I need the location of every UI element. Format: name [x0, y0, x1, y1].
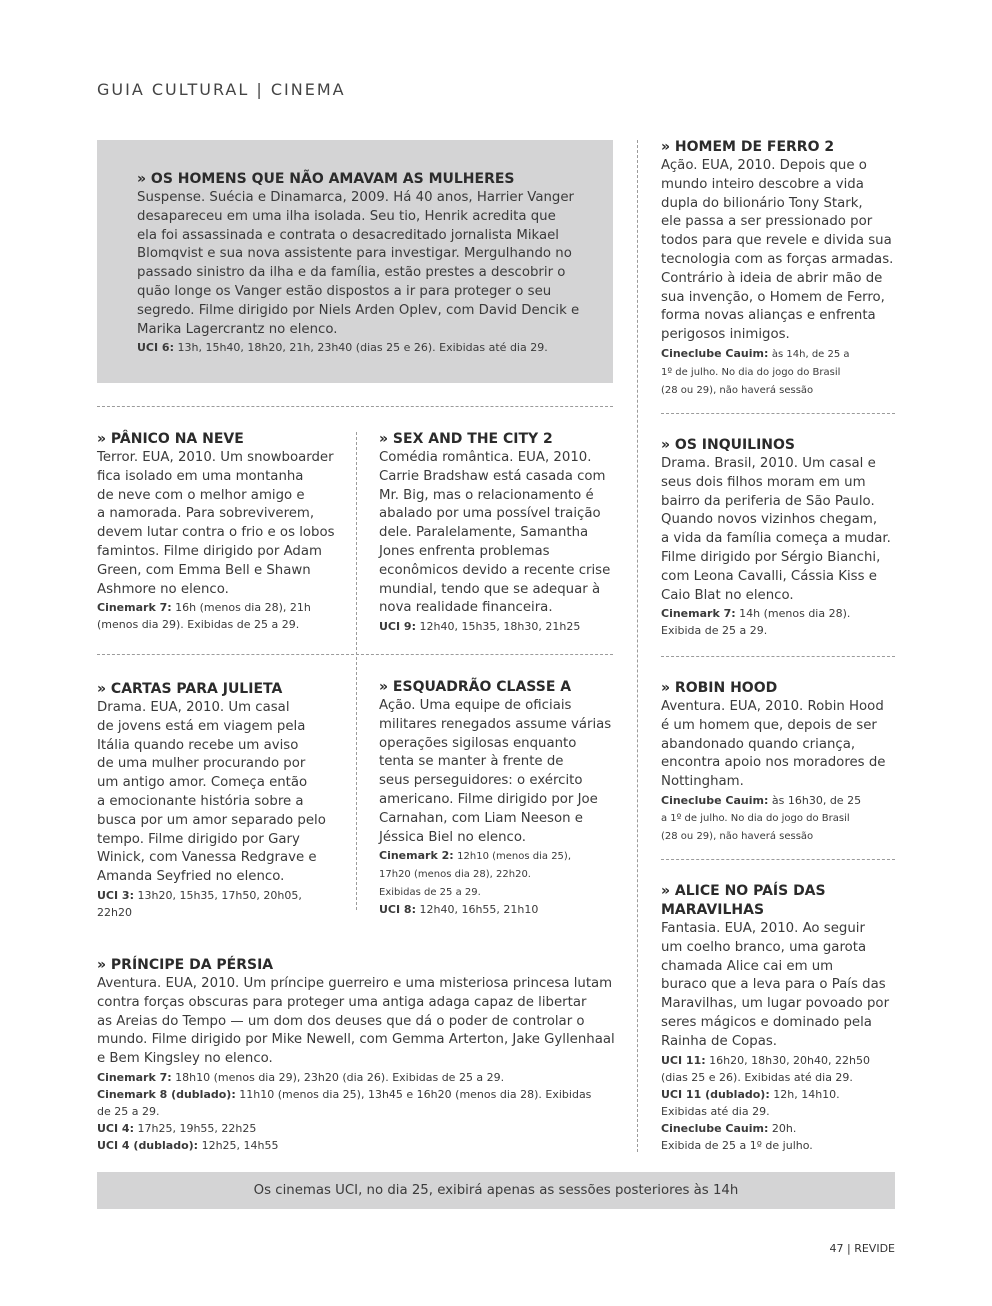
session-detail: 12h40, 15h35, 18h30, 21h25	[419, 620, 581, 634]
text-line: Drama. EUA, 2010. Um casal	[97, 700, 290, 715]
session-times	[97, 599, 347, 633]
text-line: Aventura. EUA, 2010. Um príncipe guerreiro e uma misteriosa princesa lutam	[97, 976, 613, 991]
session-detail: 13h20, 15h35, 17h50, 20h05,	[137, 888, 302, 902]
session-line	[97, 1103, 627, 1120]
text-line: abandonado quando criança,	[661, 736, 856, 752]
text-line: tenta se manter à frente de	[379, 754, 564, 770]
session-line	[97, 599, 347, 616]
text-line: Carrie Bradshaw está casada com	[379, 468, 606, 484]
text-line: Aventura. EUA, 2010. Robin Hood	[661, 699, 884, 714]
section-topic: CINEMA	[270, 80, 346, 99]
divider	[97, 654, 613, 655]
session-line	[97, 1069, 627, 1086]
movie-description	[661, 157, 895, 345]
session-line	[661, 363, 895, 381]
session-times	[661, 1052, 895, 1154]
session-line	[661, 809, 895, 827]
session-detail: 12h25, 14h55	[201, 1138, 279, 1152]
movie-entry	[661, 882, 895, 1154]
movie-description	[97, 449, 347, 599]
movie-description	[661, 698, 895, 792]
session-detail: 17h20 (menos dia 28), 22h20.	[379, 869, 531, 881]
movie-title: » PÂNICO NA NEVE	[97, 431, 244, 447]
section-label: GUIA CULTURAL	[97, 80, 250, 99]
text-line: militares renegados assume várias	[379, 716, 612, 732]
text-line: abalado por uma possível traição	[379, 506, 601, 522]
text-line: busca por um amor separado pelo	[97, 812, 326, 828]
text-line: é um homem que, depois de ser	[661, 717, 877, 733]
text-line: dele. Paralelamente, Samantha	[379, 525, 589, 541]
cinema-name: UCI 4:	[97, 1121, 134, 1135]
text-line: Green, com Emma Bell e Shawn	[97, 562, 311, 578]
session-times	[137, 339, 597, 356]
movie-title: » HOMEM DE FERRO 2	[661, 139, 835, 155]
movie-title: » PRÍNCIPE DA PÉRSIA	[97, 957, 274, 973]
cinema-name: Cinemark 7:	[97, 1070, 172, 1084]
text-line: Winick, com Vanessa Redgrave e	[97, 850, 317, 866]
text-line: a emocionante história sobre a	[97, 793, 304, 809]
session-line	[97, 616, 347, 633]
text-line: Suspense. Suécia e Dinamarca, 2009. Há 40 anos, Harrier Vanger	[137, 190, 574, 205]
session-line	[661, 1052, 895, 1069]
session-detail: 18h10 (menos dia 29), 23h20 (dia 26). Exibidas de 25 a 29.	[175, 1070, 505, 1084]
session-detail: (dias 25 e 26). Exibidas até dia 29.	[661, 1070, 853, 1084]
movie-description	[661, 455, 895, 605]
session-line	[97, 1120, 627, 1137]
movie-title: » OS HOMENS QUE NÃO AMAVAM AS MULHERES	[137, 171, 515, 187]
text-line: Terror. EUA, 2010. Um snowboarder	[97, 450, 334, 465]
session-detail: (28 ou 29), não haverá sessão	[661, 830, 814, 842]
movie-title-continued: MARAVILHAS	[661, 902, 765, 918]
session-detail: às 14h, de 25 a	[771, 348, 850, 360]
session-line	[379, 901, 629, 918]
session-detail: 1º de julho. No dia do jogo do Brasil	[661, 366, 841, 378]
text-line: Jéssica Biel no elenco.	[379, 829, 526, 845]
text-line: Mr. Big, mas o relacionamento é	[379, 487, 594, 503]
text-line: Itália quando recebe um aviso	[97, 737, 299, 753]
text-line: devem lutar contra o frio e os lobos	[97, 525, 335, 541]
movie-title: » OS INQUILINOS	[661, 437, 796, 453]
text-line: tempo. Filme dirigido por Gary	[97, 831, 300, 847]
section-header	[97, 80, 346, 99]
text-line: encontra apoio nos moradores de	[661, 755, 886, 771]
text-line: mundial, tendo que se adequar à	[379, 581, 601, 597]
text-line: todos para que revele e divida sua	[661, 233, 892, 249]
text-line: ela foi assassinada e contrata o desacreditado jornalista Mikael	[137, 227, 560, 243]
text-line: mundo inteiro descobre a vida	[661, 176, 864, 192]
session-line	[379, 865, 629, 883]
text-line: as Areias do Tempo — um dom dos deuses que dá o poder de controlar o	[97, 1013, 585, 1029]
session-line	[661, 381, 895, 399]
cinema-name: Cinemark 2:	[379, 849, 454, 863]
text-line: Comédia romântica. EUA, 2010.	[379, 450, 592, 465]
text-line: Ação. EUA, 2010. Depois que o	[661, 158, 867, 173]
text-line: nova realidade financeira.	[379, 600, 553, 616]
text-line: fica isolado em uma montanha	[97, 468, 304, 484]
movie-description	[97, 975, 627, 1069]
header-separator: |	[256, 80, 264, 99]
movie-description	[379, 697, 629, 847]
text-line: Ashmore no elenco.	[97, 581, 229, 597]
session-line	[661, 1103, 895, 1120]
divider	[97, 406, 613, 407]
text-line: Amanda Seyfried no elenco.	[97, 869, 285, 885]
session-detail: 16h20, 18h30, 20h40, 22h50	[709, 1053, 870, 1067]
text-line: um coelho branco, uma garota	[661, 939, 867, 955]
session-detail: de 25 a 29.	[97, 1104, 160, 1118]
movie-title: » CARTAS PARA JULIETA	[97, 681, 283, 697]
cinema-name: UCI 3:	[97, 888, 134, 902]
movie-entry	[97, 680, 347, 921]
session-detail: Exibidas de 25 a 29.	[379, 887, 481, 899]
session-line	[97, 887, 347, 904]
text-line: de jovens está em viagem pela	[97, 718, 306, 734]
session-line	[661, 622, 895, 639]
text-line: chamada Alice cai em um	[661, 958, 834, 974]
session-detail: 16h (menos dia 28), 21h	[175, 601, 311, 615]
divider	[661, 859, 895, 860]
session-detail: 14h (menos dia 28).	[739, 607, 851, 621]
session-line	[661, 605, 895, 622]
text-line: Caio Blat no elenco.	[661, 587, 794, 603]
movie-title: » ESQUADRÃO CLASSE A	[379, 679, 572, 695]
session-detail: (menos dia 29). Exibidas de 25 a 29.	[97, 618, 300, 632]
text-line: seres mágicos e dominado pela	[661, 1014, 872, 1030]
session-line	[379, 883, 629, 901]
divider	[356, 432, 357, 910]
divider	[661, 413, 895, 414]
text-line: famintos. Filme dirigido por Adam	[97, 543, 322, 559]
session-detail: 12h, 14h10.	[773, 1087, 840, 1101]
text-line: desapareceu em uma ilha isolada. Seu tio, Henrik acredita que	[137, 208, 556, 224]
text-line: Maravilhas, um lugar povoado por	[661, 996, 890, 1012]
divider	[637, 140, 638, 1152]
text-line: ele passa a ser pressionado por	[661, 214, 873, 230]
cinema-name: Cinemark 7:	[97, 601, 172, 615]
session-line	[661, 1086, 895, 1103]
text-line: sua invenção, o Homem de Ferro,	[661, 289, 885, 305]
movie-entry	[661, 436, 895, 639]
session-line	[661, 1120, 895, 1137]
text-line: Contrário à ideia de abrir mão de	[661, 270, 883, 286]
movie-entry	[379, 678, 629, 918]
movie-description	[661, 920, 895, 1052]
cinema-name: Cinemark 7:	[661, 607, 736, 621]
text-line: dupla do bilionário Tony Stark,	[661, 195, 863, 211]
session-line	[97, 904, 347, 921]
cinema-name: UCI 8:	[379, 903, 416, 917]
movie-entry	[97, 430, 347, 633]
cinema-name: Cineclube Cauim:	[661, 793, 769, 807]
session-detail: 13h, 15h40, 18h20, 21h, 23h40 (dias 25 e 26). Exibidas até dia 29.	[177, 341, 548, 355]
session-detail: 12h10 (menos dia 25),	[457, 851, 571, 863]
session-detail: Exibidas até dia 29.	[661, 1104, 770, 1118]
text-line: um antigo amor. Começa então	[97, 775, 308, 791]
text-line: buraco que a leva para o País das	[661, 977, 886, 993]
session-detail: 20h.	[771, 1121, 797, 1135]
session-detail: 12h40, 16h55, 21h10	[419, 903, 539, 917]
session-detail: 17h25, 19h55, 22h25	[137, 1121, 257, 1135]
session-times	[97, 887, 347, 921]
movie-title: » ROBIN HOOD	[661, 680, 778, 696]
text-line: seus dois filhos moram em um	[661, 474, 866, 490]
text-line: Drama. Brasil, 2010. Um casal e	[661, 456, 876, 471]
session-detail: Exibida de 25 a 1º de julho.	[661, 1138, 813, 1152]
movie-entry	[661, 138, 895, 399]
cinema-name: Cineclube Cauim:	[661, 1121, 769, 1135]
text-line: bairro da periferia de São Paulo.	[661, 493, 875, 509]
page-footer	[829, 1242, 895, 1255]
text-line: de neve com o melhor amigo e	[97, 487, 305, 503]
session-detail: (28 ou 29), não haverá sessão	[661, 384, 814, 396]
cinema-name: UCI 4 (dublado):	[97, 1138, 199, 1152]
movie-title: » SEX AND THE CITY 2	[379, 431, 553, 447]
text-line: Nottingham.	[661, 774, 744, 790]
movie-entry	[137, 170, 597, 356]
text-line: de uma mulher procurando por	[97, 756, 306, 772]
session-times	[97, 1069, 627, 1154]
cinema-name: UCI 6:	[137, 341, 174, 355]
session-times	[379, 847, 629, 918]
text-line: Marika Lagercrantz no elenco.	[137, 321, 338, 337]
text-line: operações sigilosas enquanto	[379, 735, 577, 751]
text-line: a namorada. Para sobreviverem,	[97, 506, 315, 522]
session-line	[379, 618, 629, 635]
text-line: Blomqvist e sua nova assistente para investigar. Mergulhando no	[137, 246, 572, 262]
magazine-name: REVIDE	[854, 1242, 895, 1255]
session-times	[661, 345, 895, 399]
movie-description	[379, 449, 629, 618]
session-detail: 22h20	[97, 905, 132, 919]
text-line: Rainha de Copas.	[661, 1033, 778, 1049]
session-line	[661, 827, 895, 845]
session-line	[661, 792, 895, 809]
session-line	[379, 847, 629, 865]
divider	[661, 656, 895, 657]
text-line: a vida da família começa a mudar.	[661, 531, 891, 547]
text-line: quão longe os Vanger estão dispostos a ir para proteger o seu	[137, 283, 552, 299]
movie-title: » ALICE NO PAÍS DAS	[661, 883, 826, 899]
text-line: seus perseguidores: o exército	[379, 773, 583, 789]
text-line: e Bem Kingsley no elenco.	[97, 1051, 273, 1067]
notice-bar: Os cinemas UCI, no dia 25, exibirá apenas as sessões posteriores às 14h	[97, 1172, 895, 1209]
session-line	[661, 345, 895, 363]
session-times	[661, 792, 895, 845]
text-line: contra forças obscuras para proteger uma antiga adaga capaz de libertar	[97, 994, 587, 1010]
page-number: 47	[829, 1242, 844, 1255]
session-detail: 11h10 (menos dia 25), 13h45 e 16h20 (menos dia 28). Exibidas	[239, 1087, 592, 1101]
text-line: perigosos inimigos.	[661, 327, 790, 343]
text-line: Carnahan, com Liam Neeson e	[379, 810, 583, 826]
text-line: Jones enfrenta problemas	[379, 543, 550, 559]
footer-separator: |	[846, 1242, 851, 1255]
cinema-name: UCI 11:	[661, 1053, 706, 1067]
cinema-name: Cinemark 8 (dublado):	[97, 1087, 236, 1101]
session-line	[661, 1137, 895, 1154]
text-line: Fantasia. EUA, 2010. Ao seguir	[661, 921, 865, 936]
text-line: segredo. Filme dirigido por Niels Arden Oplev, com David Dencik e	[137, 302, 580, 318]
text-line: Quando novos vizinhos chegam,	[661, 512, 878, 528]
session-line	[661, 1069, 895, 1086]
session-detail: Exibida de 25 a 29.	[661, 624, 768, 638]
cinema-name: Cineclube Cauim:	[661, 346, 769, 360]
movie-description	[137, 189, 597, 339]
text-line: tecnologia com as forças armadas.	[661, 251, 894, 267]
movie-entry	[379, 430, 629, 635]
movie-entry	[97, 956, 627, 1154]
text-line: forma novas alianças e enfrenta	[661, 308, 876, 324]
session-detail: às 16h30, de 25	[771, 793, 862, 807]
text-line: Filme dirigido por Sérgio Bianchi,	[661, 549, 881, 565]
text-line: passado sinistro da ilha e da família, estão prestes a descobrir o	[137, 265, 566, 281]
session-times	[661, 605, 895, 639]
movie-description	[97, 699, 347, 887]
session-times	[379, 618, 629, 635]
text-line: mundo. Filme dirigido por Mike Newell, com Gemma Arterton, Jake Gyllenhaal	[97, 1032, 615, 1048]
text-line: Ação. Uma equipe de oficiais	[379, 698, 572, 713]
cinema-name: UCI 9:	[379, 620, 416, 634]
text-line: americano. Filme dirigido por Joe	[379, 791, 598, 807]
session-detail: a 1º de julho. No dia do jogo do Brasil	[661, 812, 850, 824]
session-line	[137, 339, 597, 356]
text-line: econômicos devido a recente crise	[379, 562, 611, 578]
text-line: com Leona Cavalli, Cássia Kiss e	[661, 568, 877, 584]
session-line	[97, 1137, 627, 1154]
movie-entry	[661, 679, 895, 845]
cinema-name: UCI 11 (dublado):	[661, 1087, 770, 1101]
session-line	[97, 1086, 627, 1103]
